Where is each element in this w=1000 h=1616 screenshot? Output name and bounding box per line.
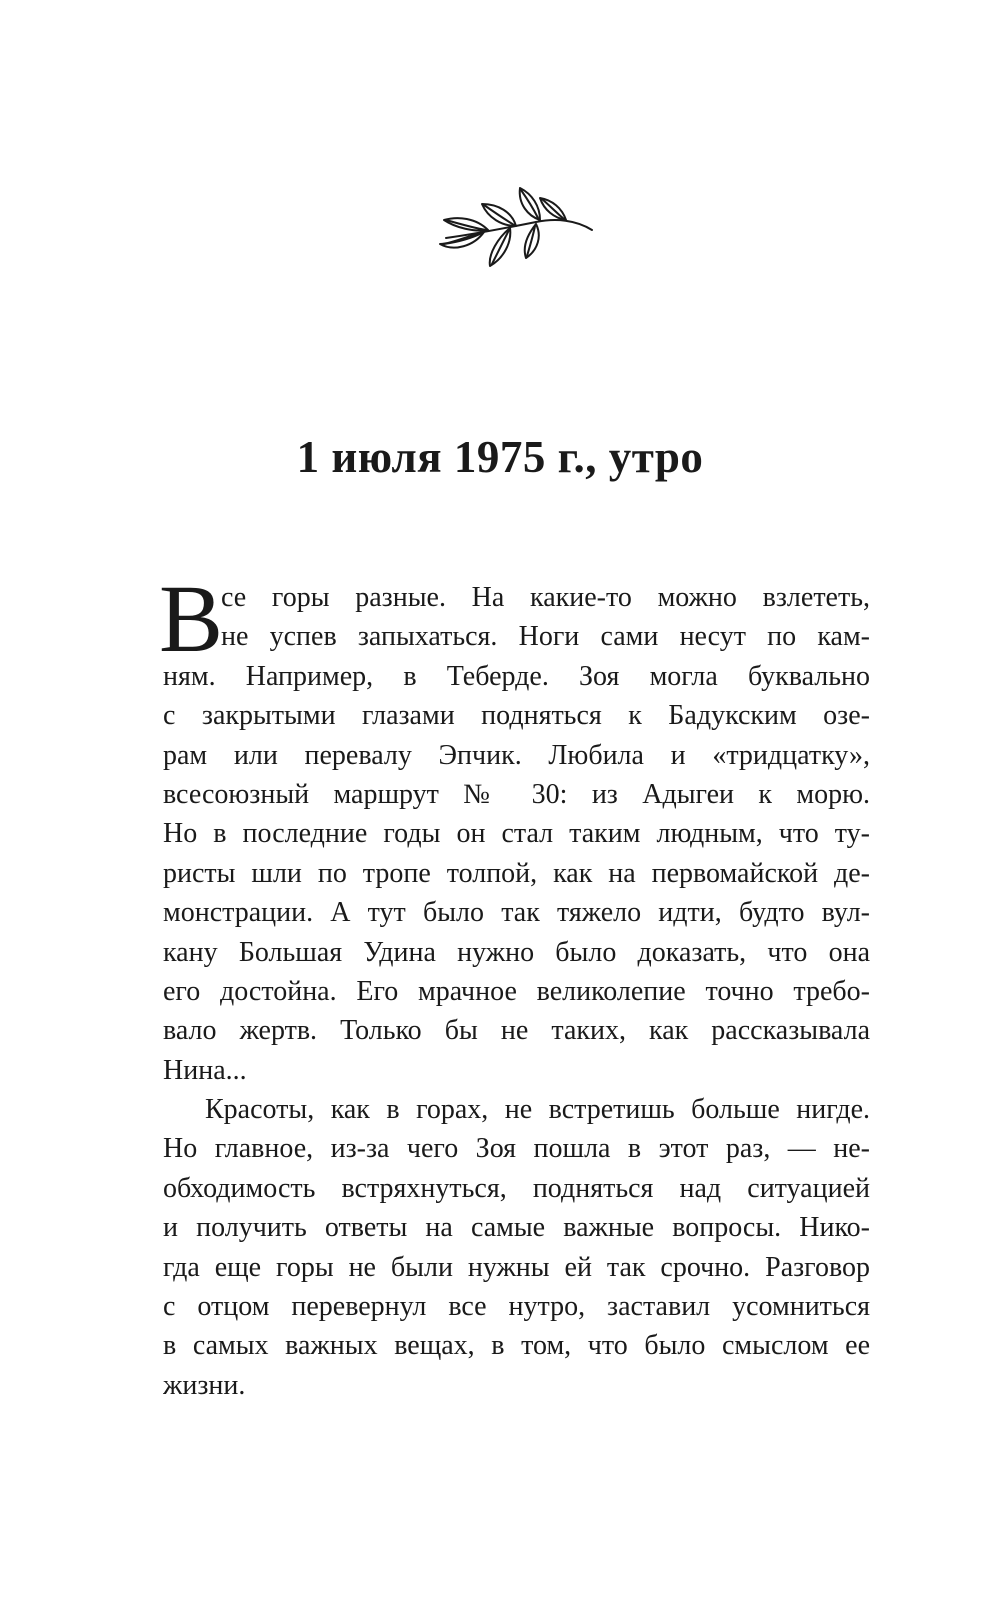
body-text [159, 565, 870, 1405]
text-line: ням. Например, в Теберде. Зоя могла буквально [163, 660, 870, 692]
text-line: жизни. [163, 1369, 246, 1401]
text-line: рам или перевалу Эпчик. Любила и «тридцатку», [163, 739, 870, 771]
text-line: ристы шли по тропе толпой, как на первомайской де- [163, 857, 870, 889]
text-line: его достойна. Его мрачное великолепие точно требо- [163, 975, 870, 1007]
text-line: Красоты, как в горах, не встретишь больше нигде. [205, 1094, 870, 1126]
text-line: всесоюзный маршрут № 30: из Адыгеи к морю. [163, 778, 870, 810]
text-line: Нина... [163, 1054, 247, 1086]
text-line: монстрации. А тут было так тяжело идти, будто вул- [163, 897, 870, 929]
text-line: с закрытыми глазами подняться к Бадукским озе- [163, 700, 870, 732]
text-line: кану Большая Удина нужно было доказать, что она [163, 936, 870, 968]
text-line: Но главное, из-за чего Зоя пошла в этот раз, — не- [163, 1133, 870, 1165]
text-line: с отцом перевернул все нутро, заставил усомниться [163, 1291, 870, 1323]
text-line: Но в последние годы он стал таким людным, что ту- [163, 818, 870, 850]
text-line: и получить ответы на самые важные вопросы. Нико- [163, 1212, 870, 1244]
text-line: гда еще горы не были нужны ей так срочно. Разговор [163, 1251, 870, 1283]
text-line: обходимость встряхнуться, подняться над ситуацией [163, 1172, 870, 1204]
text-line: в самых важных вещах, в том, что было смыслом ее [163, 1330, 870, 1362]
drop-cap: В [159, 565, 224, 672]
leafy-branch-icon [436, 186, 596, 270]
text-line: не успев запыхаться. Ноги сами несут по кам- [221, 621, 870, 653]
text-line: се горы разные. На какие-то можно взлететь, [221, 582, 870, 613]
text-line: вало жертв. Только бы не таких, как рассказывала [163, 1015, 870, 1047]
chapter-title: 1 июля 1975 г., утро [296, 432, 704, 482]
